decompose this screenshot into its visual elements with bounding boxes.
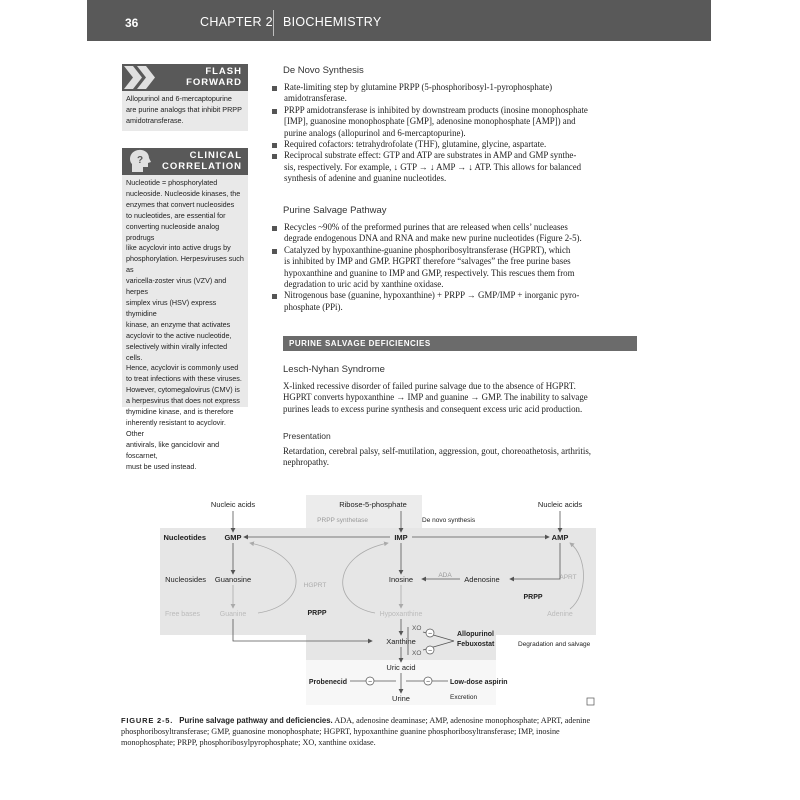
bullet-line: sis, respectively. For example, ↓ GTP → ↓ AMP → ↓ ATP. This allows for balanced <box>284 161 582 172</box>
presentation-heading: Presentation <box>283 431 331 441</box>
purine-salvage-figure <box>160 495 610 710</box>
text-line: X-linked recessive disorder of failed purine salvage due to the absence of HGPRT. <box>283 381 576 391</box>
list-item <box>272 105 638 139</box>
flash-forward-line: are purine analogs that inhibit PRPP <box>126 104 242 114</box>
flash-forward-line: amidotransferase. <box>126 115 184 125</box>
minus-sign: − <box>427 630 433 638</box>
clinical-correlation-header <box>122 148 248 175</box>
caption-text: ADA, adenosine deaminase; AMP, adenosine monophosphate; APRT, adenine <box>334 716 591 725</box>
guanine-node: Guanine <box>219 611 247 618</box>
clinical-line: kinase, an enzyme that activates <box>126 319 231 329</box>
imp-node: IMP <box>394 533 408 542</box>
flash-forward-title-2: FORWARD <box>186 77 242 88</box>
bullet-line: Required cofactors: tetrahydrofolate (THF), glutamine, glycine, aspartate. <box>284 139 547 150</box>
chevron-arrows-icon <box>124 64 164 91</box>
clinical-line: like acyclovir into active drugs by <box>126 243 231 253</box>
head-question-icon <box>128 148 154 175</box>
lesch-nyhan-text <box>283 381 637 415</box>
hgprt-label: HGPRT <box>303 582 327 589</box>
caption-line <box>121 716 641 727</box>
clinical-line: phosphorylation. Herpesviruses such as <box>126 254 244 275</box>
aprt-label: APRT <box>559 574 577 581</box>
flash-forward-header <box>122 64 248 91</box>
clinical-line: varicella-zoster virus (VZV) and herpes <box>126 276 227 297</box>
flash-forward-line: Allopurinol and 6-mercaptopurine <box>126 94 232 103</box>
row-nucleotides: Nucleotides <box>163 533 206 542</box>
header-divider <box>273 10 274 36</box>
list-item <box>272 222 638 245</box>
figure-title: Purine salvage pathway and deficiencies. <box>179 716 333 725</box>
bullet-line: PRPP amidotransferase is inhibited by downstream products (inosine monophosphate <box>284 104 588 115</box>
excretion-label: Excretion <box>450 694 478 701</box>
text-line: HGPRT converts hypoxanthine → IMP and guanine → GMP. The inability to salvage <box>283 392 588 403</box>
clinical-correlation-box <box>122 175 248 471</box>
bullet-line: purine analogs (allopurinol and 6-mercaptopurine). <box>284 127 466 138</box>
page-header <box>87 0 711 41</box>
xo-label-1: XO <box>412 625 422 632</box>
bullet-line: Rate-limiting step by glutamine PRPP (5-phosphoribosyl-1-pyrophosphate) <box>284 82 553 92</box>
clinical-line: However, cytomegalovirus (CMV) is <box>126 385 240 395</box>
adenosine-node: Adenosine <box>464 575 500 584</box>
urine-node: Urine <box>392 694 410 703</box>
ada-label: ADA <box>438 572 452 579</box>
lesch-nyhan-heading: Lesch-Nyhan Syndrome <box>283 364 385 375</box>
allopurinol-label: Allopurinol <box>457 631 494 638</box>
clinical-line: simplex virus (HSV) express thymidine <box>126 297 217 318</box>
svg-text:?: ? <box>137 155 144 166</box>
clinical-line: Hence, acyclovir is commonly used <box>126 363 239 373</box>
bullet-line: Reciprocal substrate effect: GTP and ATP are substrates in AMP and GMP synthe- <box>284 150 577 161</box>
clinical-line: Nucleotide = phosphorylated <box>126 178 218 187</box>
bullet-line: is inhibited by IMP and GMP. HGPRT therefore “salvages” the free purine bases <box>284 256 571 267</box>
bullet-line: hypoxanthine and guanine to IMP and GMP, respectively. This rescues them from <box>284 267 575 278</box>
clinical-line: selectively within virally infected cells. <box>126 341 228 362</box>
gmp-node: GMP <box>224 533 242 542</box>
list-item <box>272 290 638 313</box>
chapter-title: BIOCHEMISTRY <box>283 15 382 29</box>
minus-sign: − <box>367 678 373 686</box>
xo-label-2: XO <box>412 650 422 657</box>
clinical-correlation-title-1: CLINICAL <box>189 150 242 161</box>
minus-sign: − <box>425 678 431 686</box>
text-line: nephropathy. <box>283 457 330 468</box>
bullet-line: amidotransferase. <box>284 93 347 104</box>
text-line: purines leads to excess purine synthesis and consequent excess uric acid production. <box>283 403 583 414</box>
clinical-line: thymidine kinase, and is therefore <box>126 407 234 417</box>
clinical-line: to nucleotides, are essential for <box>126 210 226 220</box>
chapter-label: CHAPTER 2 <box>200 15 273 29</box>
inosine-node: Inosine <box>388 575 414 584</box>
bullet-line: Recycles ~90% of the preformed purines that are released when cells’ nucleases <box>284 222 568 232</box>
clinical-correlation-title-2: CORRELATION <box>162 161 242 172</box>
bullet-line: [IMP], guanosine monophosphate [GMP], adenosine monophosphate [AMP]) and <box>284 116 576 127</box>
nucleic-acids-left-label: Nucleic acids <box>210 500 256 509</box>
clinical-line: a herpesvirus that does not express <box>126 396 240 406</box>
febuxostat-label: Febuxostat <box>457 641 495 648</box>
list-item <box>272 139 638 150</box>
minus-sign: − <box>427 647 433 655</box>
salvage-list <box>272 222 638 313</box>
caption-line: phosphoribosyltransferase; GMP, guanosine monophosphate; HGPRT, hypoxanthine guanine phosphoribosyltransferase; IMP, inosine <box>121 726 560 736</box>
clinical-line: enzymes that convert nucleosides <box>126 199 235 209</box>
page-number: 36 <box>125 16 139 30</box>
caption-line: monophosphate; PRPP, phosphoribosylpyrophosphate; XO, xanthine oxidase. <box>121 737 376 747</box>
clinical-line: nucleoside. Nucleoside kinases, the <box>126 188 241 198</box>
row-nucleosides: Nucleosides <box>165 575 206 584</box>
clinical-line: acyclovir to the active nucleotide, <box>126 330 232 340</box>
xanthine-node: Xanthine <box>386 637 416 646</box>
prpp-right-label: PRPP <box>523 594 543 601</box>
de-novo-list <box>272 82 638 185</box>
flash-forward-box <box>122 91 248 131</box>
presentation-text <box>283 446 637 469</box>
probenecid-label: Probenecid <box>308 679 347 686</box>
purine-salvage-deficiencies-bar: PURINE SALVAGE DEFICIENCIES <box>283 336 637 351</box>
clinical-line: must be used instead. <box>126 461 197 471</box>
prpp-left-label: PRPP <box>307 610 327 617</box>
list-item <box>272 150 638 184</box>
guanosine-node: Guanosine <box>214 575 252 584</box>
de-novo-label: De novo synthesis <box>422 517 476 524</box>
figure-corner-icon <box>587 698 594 705</box>
bullet-line: Catalyzed by hypoxanthine-guanine phosphoribosyltransferase (HGPRT), which <box>284 244 571 255</box>
flash-forward-title-1: FLASH <box>205 66 242 77</box>
bullet-line: synthesis of adenine and guanine nucleotides. <box>284 173 447 184</box>
figure-label: FIGURE 2-5. <box>121 716 174 725</box>
row-free-bases: Free bases <box>164 611 200 618</box>
clinical-line: converting nucleoside analog prodrugs <box>126 221 220 242</box>
list-item <box>272 245 638 291</box>
degradation-label: Degradation and salvage <box>518 641 591 648</box>
salvage-heading: Purine Salvage Pathway <box>283 205 387 216</box>
prpp-synthetase-label: PRPP synthetase <box>317 517 368 524</box>
clinical-line: to treat infections with these viruses. <box>126 374 242 384</box>
uric-acid-node: Uric acid <box>386 663 416 672</box>
clinical-line: antivirals, like ganciclovir and foscarnet, <box>126 439 220 460</box>
ribose-label: Ribose-5-phosphate <box>339 500 407 509</box>
text-line: Retardation, cerebral palsy, self-mutilation, aggression, gout, choreoathetosis, arthritis, <box>283 446 591 456</box>
list-item <box>272 82 638 105</box>
adenine-node: Adenine <box>547 611 573 618</box>
hypoxanthine-node: Hypoxanthine <box>379 611 423 618</box>
de-novo-heading: De Novo Synthesis <box>283 65 364 76</box>
low-dose-aspirin-label: Low-dose aspirin <box>450 679 508 686</box>
nucleic-acids-right-label: Nucleic acids <box>537 500 583 509</box>
bullet-line: phosphate (PPi). <box>284 301 343 312</box>
figure-caption <box>121 716 641 748</box>
bullet-line: degrade endogenous DNA and RNA and make new purine nucleotides (Figure 2-5). <box>284 233 582 244</box>
bullet-line: Nitrogenous base (guanine, hypoxanthine) + PRPP → GMP/IMP + inorganic pyro- <box>284 290 580 301</box>
clinical-line: inherently resistant to acyclovir. Other <box>126 417 226 438</box>
bullet-line: degradation to uric acid by xanthine oxidase. <box>284 279 444 290</box>
amp-node: AMP <box>551 533 569 542</box>
